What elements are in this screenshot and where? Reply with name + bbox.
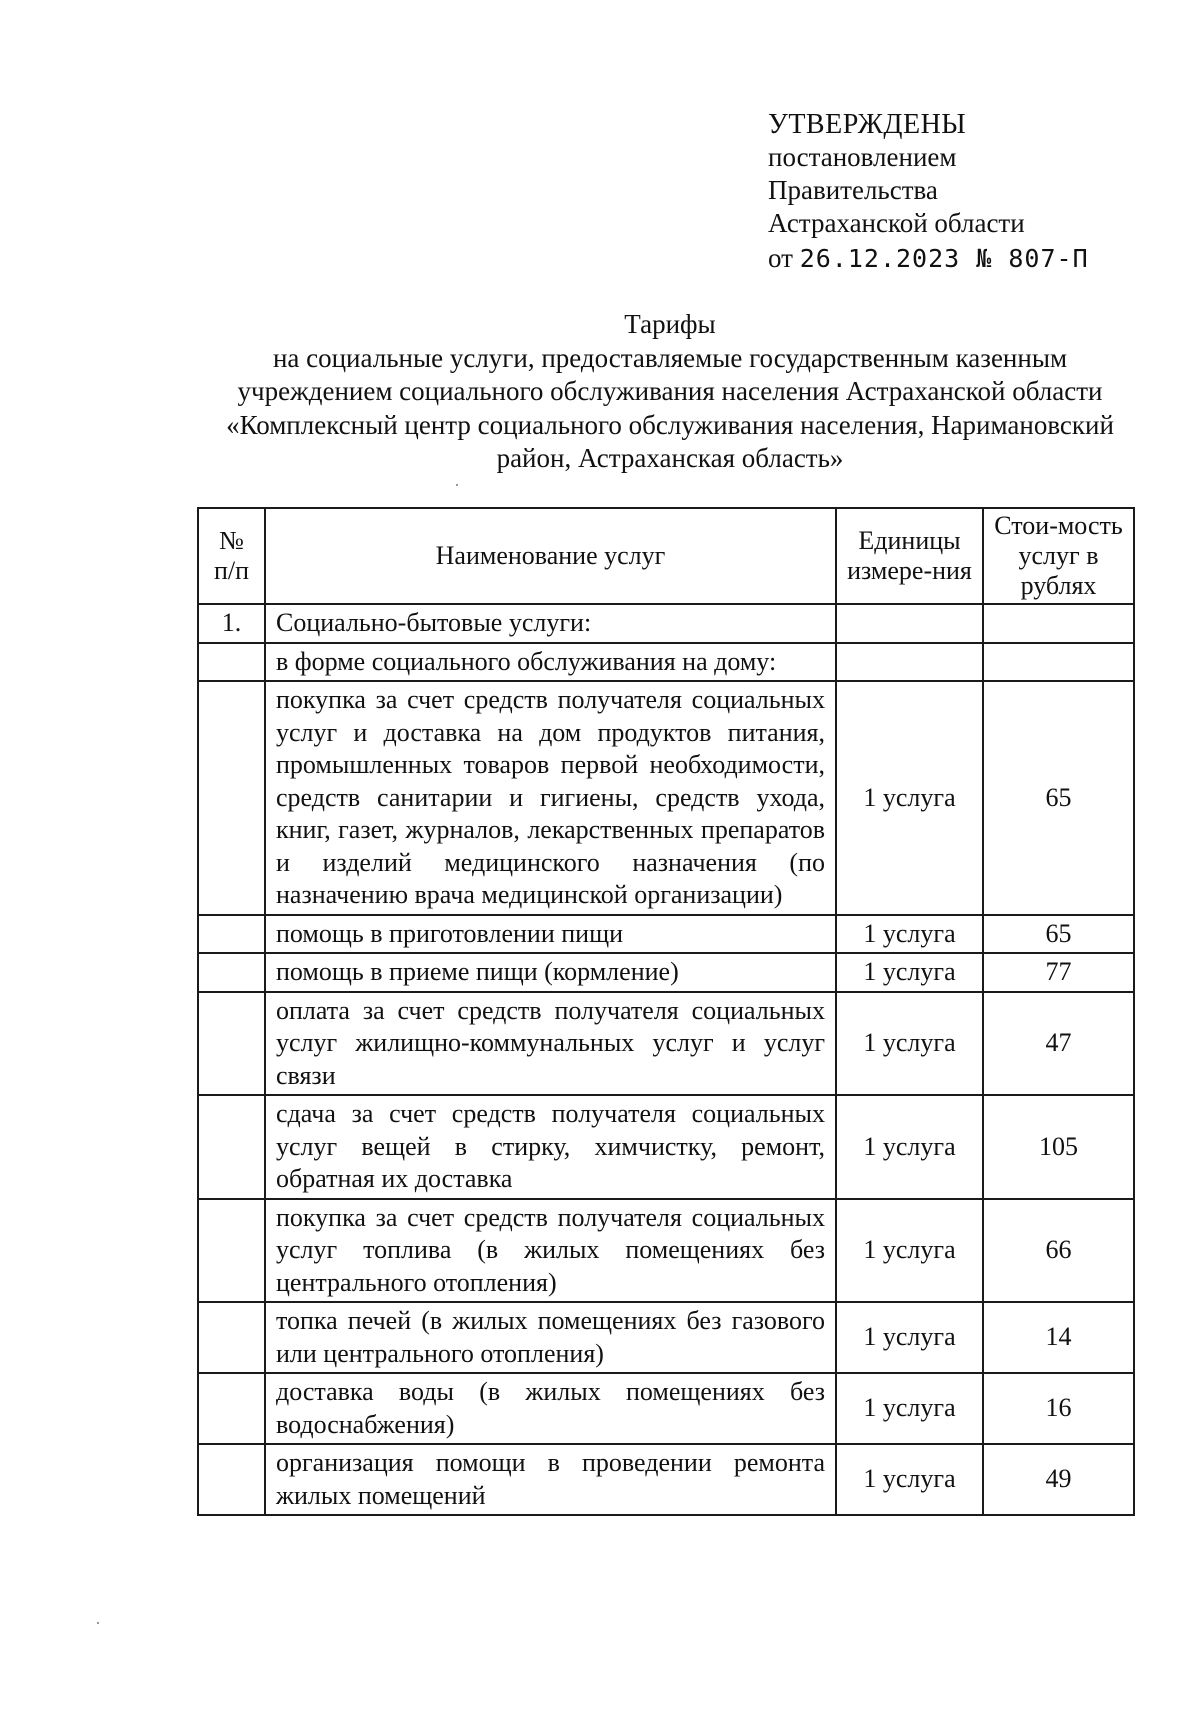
- cell-unit: [836, 604, 983, 643]
- cell-unit: 1 услуга: [836, 953, 983, 992]
- cell-price: 49: [983, 1444, 1134, 1515]
- cell-name: доставка воды (в жилых помещениях без водоснабжения): [265, 1373, 836, 1444]
- table-header: [198, 508, 1134, 604]
- title-line-4: «Комплексный центр социального обслуживания населения, Наримановский: [226, 409, 1114, 440]
- table-row: [198, 992, 1134, 1096]
- cell-price: 14: [983, 1302, 1134, 1373]
- title-line-3: учреждением социального обслуживания населения Астраханской области: [237, 376, 1103, 406]
- approval-line-decree: постановлением: [768, 142, 957, 172]
- scan-speck: [456, 484, 458, 486]
- cell-price: 66: [983, 1199, 1134, 1303]
- header-num: № п/п: [198, 508, 265, 604]
- table-row: [198, 1302, 1134, 1373]
- approval-date-number: 26.12.2023 № 807-П: [799, 244, 1089, 273]
- cell-price: 105: [983, 1095, 1134, 1199]
- document-title: [190, 308, 1150, 476]
- cell-unit: 1 услуга: [836, 1199, 983, 1303]
- tariffs-table: [197, 507, 1135, 1516]
- cell-num: [198, 992, 265, 1096]
- cell-unit: 1 услуга: [836, 992, 983, 1096]
- cell-num: [198, 1302, 265, 1373]
- cell-price: 16: [983, 1373, 1134, 1444]
- cell-num: [198, 1373, 265, 1444]
- approval-line-government: Правительства: [768, 175, 938, 205]
- table-row: [198, 643, 1134, 682]
- cell-name: помощь в приеме пищи (кормление): [265, 953, 836, 992]
- cell-name: покупка за счет средств получателя социальных услуг топлива (в жилых помещениях без центрального отопления): [265, 1199, 836, 1303]
- title-line-1: Тарифы: [624, 309, 716, 339]
- cell-price: 77: [983, 953, 1134, 992]
- cell-num: [198, 1199, 265, 1303]
- approval-date-line: [768, 242, 1089, 275]
- cell-num: 1.: [198, 604, 265, 643]
- title-line-2: на социальные услуги, предоставляемые государственным казенным: [272, 342, 1068, 373]
- cell-price: 65: [983, 681, 1134, 915]
- table-row: [198, 1199, 1134, 1303]
- title-line-5: район, Астраханская область»: [496, 443, 844, 473]
- cell-name: Социально-бытовые услуги:: [265, 604, 836, 643]
- cell-unit: [836, 643, 983, 682]
- approval-line-region: Астраханской области: [768, 208, 1025, 238]
- cell-name: помощь в приготовлении пищи: [265, 915, 836, 954]
- cell-price: [983, 604, 1134, 643]
- table-row: [198, 1373, 1134, 1444]
- table-row: [198, 681, 1134, 915]
- scan-speck: [97, 1622, 99, 1624]
- header-price: Стои-мость услуг в рублях: [983, 508, 1134, 604]
- cell-num: [198, 953, 265, 992]
- table-row: [198, 1095, 1134, 1199]
- table-row: [198, 915, 1134, 954]
- cell-price: 65: [983, 915, 1134, 954]
- cell-unit: 1 услуга: [836, 1444, 983, 1515]
- cell-price: 47: [983, 992, 1134, 1096]
- table-body: [198, 604, 1134, 1515]
- cell-unit: 1 услуга: [836, 681, 983, 915]
- header-unit: Единицы измере-ния: [836, 508, 983, 604]
- cell-unit: 1 услуга: [836, 915, 983, 954]
- cell-num: [198, 915, 265, 954]
- cell-num: [198, 643, 265, 682]
- cell-unit: 1 услуга: [836, 1095, 983, 1199]
- approval-date-prefix: от: [768, 243, 793, 273]
- cell-name: оплата за счет средств получателя социальных услуг жилищно-коммунальных услуг и услуг связи: [265, 992, 836, 1096]
- cell-num: [198, 1095, 265, 1199]
- table-row: [198, 953, 1134, 992]
- table-row: [198, 1444, 1134, 1515]
- cell-name: топка печей (в жилых помещениях без газового или центрального отопления): [265, 1302, 836, 1373]
- cell-price: [983, 643, 1134, 682]
- header-row: [198, 508, 1134, 604]
- cell-num: [198, 1444, 265, 1515]
- cell-name: организация помощи в проведении ремонта жилых помещений: [265, 1444, 836, 1515]
- cell-name: в форме социального обслуживания на дому:: [265, 643, 836, 682]
- header-name: Наименование услуг: [265, 508, 836, 604]
- approval-heading: УТВЕРЖДЕНЫ: [768, 109, 967, 140]
- cell-unit: 1 услуга: [836, 1302, 983, 1373]
- cell-unit: 1 услуга: [836, 1373, 983, 1444]
- cell-name: сдача за счет средств получателя социальных услуг вещей в стирку, химчистку, ремонт, обратная их доставка: [265, 1095, 836, 1199]
- approval-block: [768, 108, 1089, 275]
- cell-num: [198, 681, 265, 915]
- table-row: [198, 604, 1134, 643]
- cell-name: покупка за счет средств получателя социальных услуг и доставка на дом продуктов питания, промышленных товаров первой необходимости, средств санитарии и гигиены, средств ухода, книг, газет, журналов, лекарственных препаратов и изделий медицинского назначения (по назначению врача медицинской организации): [265, 681, 836, 915]
